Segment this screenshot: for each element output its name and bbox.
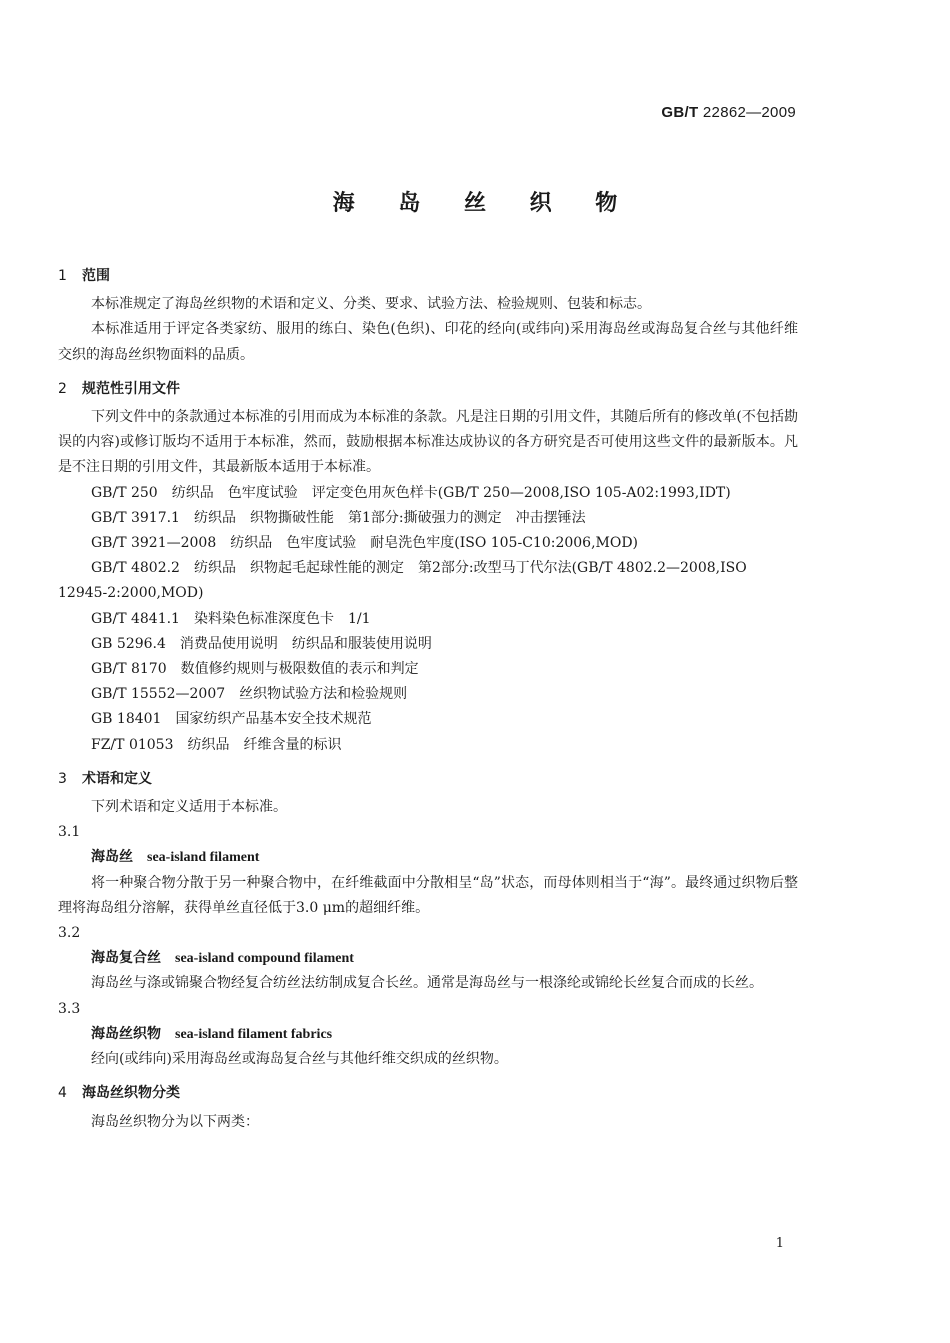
section-2-heading: 2 规范性引用文件 (58, 380, 180, 397)
section-3-intro: 下列术语和定义适用于本标准。 (91, 799, 287, 816)
section-1-heading: 1 范围 (58, 268, 110, 284)
reference-item: FZ/T 01053 纺织品 纤维含量的标识 (91, 736, 342, 753)
section-1-para-1: 本标准规定了海岛丝织物的术语和定义、分类、要求、试验方法、检验规则、包装和标志。 (91, 296, 651, 313)
reference-item: GB 5296.4 消费品使用说明 纺织品和服装使用说明 (91, 635, 432, 652)
section-4-intro: 海岛丝织物分为以下两类： (91, 1113, 259, 1130)
term-definition: 海岛丝与涤或锦聚合物经复合纺丝法纺制成复合长丝。通常是海岛丝与一根涤纶或锦纶长丝复合而成的长丝。 (91, 975, 763, 992)
reference-item: GB/T 3917.1 纺织品 织物撕破性能 第1部分:撕破强力的测定 冲击摆锤法 (91, 509, 586, 526)
term-definition: 经向(或纬向)采用海岛丝或海岛复合丝与其他纤维交织成的丝织物。 (91, 1051, 508, 1068)
document-body (58, 264, 798, 1135)
reference-item: GB/T 3921—2008 纺织品 色牢度试验 耐皂洗色牢度(ISO 105-C10:2006,MOD) (91, 535, 639, 552)
clause-number: 3.1 (58, 824, 81, 841)
clause-number: 3.3 (58, 1000, 81, 1017)
section-4-heading: 4 海岛丝织物分类 (58, 1085, 180, 1102)
reference-item: GB/T 4841.1 染料染色标准深度色卡 1/1 (91, 610, 371, 627)
document-title: 海 岛 丝 织 物 (332, 191, 636, 216)
reference-item: GB/T 15552—2007 丝织物试验方法和检验规则 (91, 686, 408, 703)
reference-item: GB/T 250 纺织品 色牢度试验 评定变色用灰色样卡(GB/T 250—2008,ISO 105-A02:1993,IDT) (91, 484, 731, 501)
term-heading: 海岛丝 sea-island filament (91, 849, 260, 866)
section-1-para-2: 本标准适用于评定各类家纺、服用的练白、染色(色织)、印花的经向(或纬向)采用海岛丝或海岛复合丝与其他纤维交织的海岛丝织物面料的品质。 (58, 321, 798, 363)
reference-item: GB 18401 国家纺织产品基本安全技术规范 (91, 711, 372, 728)
reference-item: GB/T 4802.2 纺织品 织物起毛起球性能的测定 第2部分:改型马丁代尔法(GB/T 4802.2—2008,ISO 12945-2:2000,MOD) (58, 560, 752, 602)
standard-number: GB/T 22862—2009 (661, 104, 796, 121)
term-definition: 将一种聚合物分散于另一种聚合物中，在纤维截面中分散相呈“岛”状态，而母体则相当于“海”。最终通过织物后整理将海岛组分溶解，获得单丝直径低于3.0 μm的超细纤维。 (58, 874, 798, 916)
page-number: 1 (775, 1236, 784, 1251)
clause-number: 3.2 (58, 925, 81, 942)
term-heading: 海岛丝织物 sea-island filament fabrics (91, 1025, 333, 1042)
term-heading: 海岛复合丝 sea-island compound filament (91, 950, 354, 967)
section-2-intro: 下列文件中的条款通过本标准的引用而成为本标准的条款。凡是注日期的引用文件，其随后所有的修改单(不包括勘误的内容)或修订版均不适用于本标准，然而，鼓励根据本标准达成协议的各方研究是否可使用这些文件的最新版本。凡是不注日期的引用文件，其最新版本适用于本标准。 (58, 409, 798, 476)
section-3-heading: 3 术语和定义 (58, 770, 152, 787)
reference-item: GB/T 8170 数值修约规则与极限数值的表示和判定 (91, 661, 419, 678)
